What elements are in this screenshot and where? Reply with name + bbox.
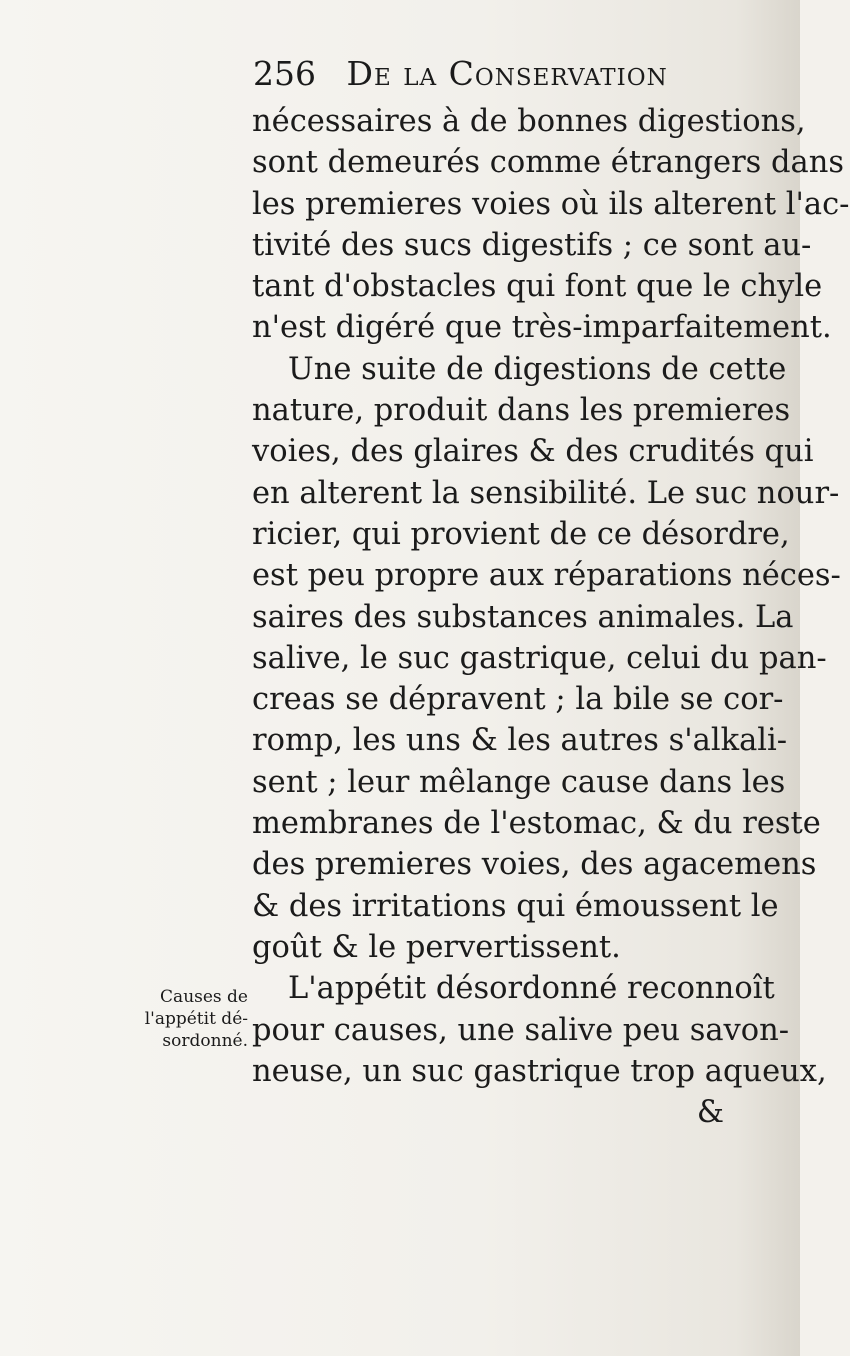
text-line: sont demeurés comme étrangers dans	[252, 145, 845, 181]
margin-note-line: sordonné.	[162, 1031, 248, 1051]
paragraph-start-line: Une suite de digestions de cette	[288, 351, 787, 387]
text-line: membranes de l'estomac, & du reste	[252, 806, 821, 842]
margin-note-line: Causes de	[160, 987, 248, 1007]
text-line: tant d'obstacles qui font que le chyle	[252, 269, 823, 305]
text-line: est peu propre aux réparations néces-	[252, 558, 841, 594]
body-text	[252, 101, 850, 1133]
paragraph-end-line: goût & le pervertissent.	[252, 929, 621, 965]
catchword: &	[696, 1095, 724, 1131]
text-line: creas se dépravent ; la bile se cor-	[252, 682, 784, 718]
page-number: 256	[253, 54, 316, 93]
text-line: & des irritations qui émoussent le	[252, 888, 779, 924]
page-header	[253, 52, 723, 96]
running-title: De la Conservation	[346, 54, 668, 93]
text-line: saires des substances animales. La	[252, 599, 794, 635]
text-line: des premieres voies, des agacemens	[252, 847, 817, 883]
text-line: les premieres voies où ils alterent l'ac-	[252, 186, 850, 222]
text-line: ricier, qui provient de ce désordre,	[252, 516, 790, 552]
text-line: pour causes, une salive peu savon-	[252, 1012, 790, 1048]
margin-note-line: l'appétit dé-	[144, 1009, 248, 1029]
text-line: nécessaires à de bonnes digestions,	[252, 104, 806, 139]
text-line: salive, le suc gastrique, celui du pan-	[252, 640, 827, 676]
text-line: sent ; leur mêlange cause dans les	[252, 764, 786, 800]
text-line: nature, produit dans les premieres	[252, 393, 791, 429]
text-line: voies, des glaires & des crudités qui	[252, 434, 814, 470]
text-line: neuse, un suc gastrique trop aqueux,	[252, 1053, 827, 1089]
text-line: tivité des sucs digestifs ; ce sont au-	[252, 227, 812, 263]
text-line: n'est digéré que très-imparfaitement.	[252, 310, 832, 346]
text-line: en alterent la sensibilité. Le suc nour-	[252, 475, 840, 511]
margin-note	[118, 986, 248, 1052]
text-line: romp, les uns & les autres s'alkali-	[252, 723, 788, 759]
paragraph-start-line: L'appétit désordonné reconnoît	[288, 971, 775, 1007]
